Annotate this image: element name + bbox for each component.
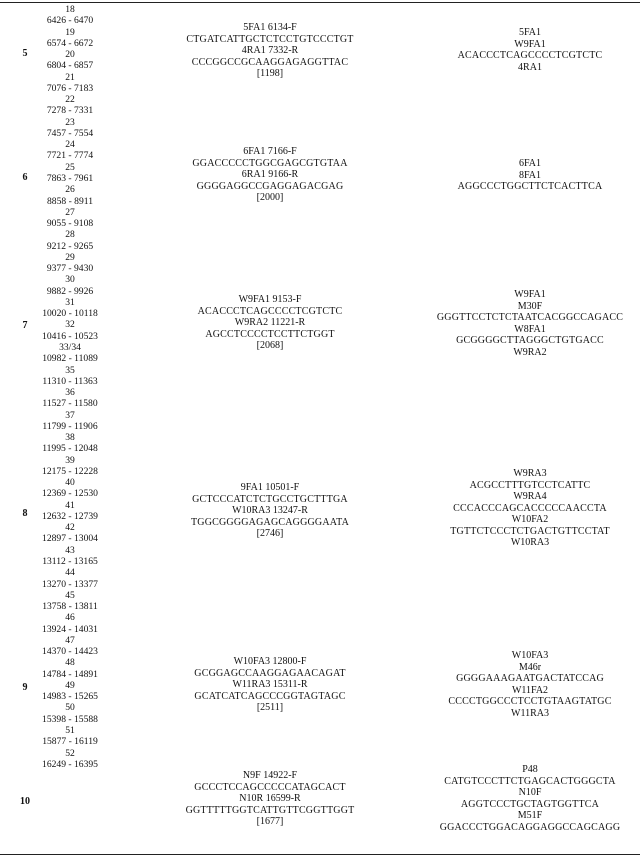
primer-name: 5FA1 (518, 27, 542, 38)
position-range: 12369 - 12530 (42, 488, 98, 500)
primer-sequence: GCCCTCCAGCCCCCATAGCACT (194, 781, 346, 793)
position-range: 12175 - 12228 (42, 465, 98, 477)
position-range: 7076 - 7183 (46, 82, 94, 94)
position-range: 11995 - 12048 (42, 443, 98, 455)
position-range: 13758 - 13811 (42, 601, 98, 613)
pcr-primer-block (150, 146, 390, 204)
position-range: 9377 - 9430 (46, 263, 94, 275)
fragment-number: 32 (65, 319, 75, 331)
primer-sequence: GGACCCCCTGGCGAGCGTGTAA (192, 157, 348, 169)
position-range: 14370 - 14423 (42, 646, 98, 658)
primer-name: 9FA1 10501-F (240, 482, 300, 493)
amplicon-size: [2068] (256, 340, 284, 351)
primer-name: W9FA1 (514, 38, 546, 50)
position-range: 16249 - 16395 (42, 758, 98, 770)
fragment-number: 52 (65, 747, 75, 759)
primer-sequence: ACACCCTCAGCCCCTCGTCTC (457, 50, 603, 61)
primer-sequence: CCCGGCCGCAAGGAGAGGTTAC (191, 56, 349, 68)
pcr-primer-block (150, 482, 390, 540)
primer-name: W9RA2 11221-R (234, 317, 306, 328)
primer-name: P48 (522, 764, 538, 775)
fragment-number: 41 (65, 499, 75, 511)
sequencing-primer-block (400, 468, 640, 549)
fragment-number: 27 (65, 206, 75, 218)
primer-sequence: AGGCCCTGGCTTCTCACTTCA (457, 181, 603, 192)
position-range: 6574 - 6672 (46, 37, 94, 49)
primer-sequence: GGGGAAAGAATGACTATCCAG (456, 673, 604, 684)
primer-sequence: GGGGAGGCCGAGGAGACGAG (196, 180, 344, 192)
position-range: 13112 - 13165 (42, 556, 98, 568)
primer-name: W10FA2 (511, 514, 549, 525)
primer-sequence: GGTTTTTGGTCATTGTTCGGTTGGT (185, 804, 355, 816)
primer-name: 8FA1 (518, 169, 542, 181)
position-range: 8858 - 8911 (46, 195, 93, 207)
fragment-number: 45 (65, 589, 75, 601)
position-range: 13924 - 14031 (42, 623, 98, 635)
amplicon-size: [1198] (256, 68, 284, 79)
fragment-number: 29 (65, 251, 75, 263)
fragment-number: 21 (65, 71, 75, 83)
primer-sequence: GGGTTCCTCTCTAATCACGGCCAGACC (436, 312, 624, 323)
sequencing-primer-block (400, 764, 640, 833)
primer-name: 5FA1 6134-F (243, 22, 297, 33)
sequencing-primer-block (400, 27, 640, 73)
pcr-primer-block (150, 294, 390, 352)
position-range: 11799 - 11906 (42, 420, 98, 432)
row-number: 8 (22, 508, 28, 519)
primer-sequence: GCTCCCATCTCTGCCTGCTTTGA (192, 493, 348, 505)
fragment-number: 51 (65, 725, 75, 736)
position-range: 6426 - 6470 (46, 15, 94, 27)
primer-name: W11RA3 15311-R (232, 679, 308, 690)
fragment-number: 24 (65, 139, 75, 151)
primer-name: W11FA2 (511, 684, 549, 696)
position-range: 14784 - 14891 (42, 668, 98, 680)
position-range: 11310 - 11363 (42, 375, 98, 387)
fragment-number: 26 (65, 184, 75, 196)
fragment-number: 35 (65, 364, 75, 376)
primer-name: 4RA1 7332-R (241, 45, 299, 56)
fragment-number: 50 (65, 702, 75, 714)
fragment-number: 47 (65, 634, 75, 646)
position-range: 15877 - 16119 (42, 736, 98, 748)
primer-sequence: ACGCCTTTGTCCTCATTC (469, 479, 591, 491)
row-number: 6 (22, 172, 28, 183)
primer-sequence: CATGTCCCTTCTGAGCACTGGGCTA (444, 775, 616, 787)
primer-name: W9RA4 (513, 491, 547, 502)
primer-name: W10FA3 (511, 650, 549, 661)
fragment-number: 40 (65, 477, 75, 489)
fragment-number: 25 (65, 161, 75, 173)
primer-name: M30F (517, 300, 543, 312)
position-range: 7457 - 7554 (46, 127, 94, 139)
pcr-primer-block (150, 22, 390, 80)
primer-name: 4RA1 (518, 61, 542, 73)
position-range: 9882 - 9926 (46, 285, 94, 297)
primer-sequence: GCGGGGCTTAGGGCTGTGACC (456, 335, 604, 346)
position-range: 12632 - 12739 (42, 510, 98, 522)
fragment-number: 31 (65, 296, 75, 308)
primer-name: N10R 16599-R (239, 793, 301, 804)
primer-name: M51F (517, 810, 543, 821)
amplicon-size: [2000] (256, 192, 284, 203)
sequencing-primer-block (400, 289, 640, 358)
fragment-number: 42 (65, 522, 75, 534)
primer-name: 6FA1 7166-F (243, 146, 297, 157)
position-range: 7278 - 7331 (46, 105, 94, 117)
position-range: 10020 - 10118 (42, 308, 98, 320)
positions-column (20, 4, 120, 770)
amplicon-size: [2746] (256, 528, 284, 539)
primer-sequence: TGGCGGGGAGAGCAGGGGAATA (190, 516, 350, 528)
position-range: 10982 - 11089 (42, 353, 98, 365)
primer-name: W10FA3 12800-F (233, 656, 307, 667)
fragment-number: 36 (65, 387, 75, 399)
position-range: 13270 - 13377 (42, 578, 98, 590)
primer-sequence: GGACCCTGGACAGGAGGCCAGCAGG (439, 821, 621, 833)
fragment-number: 44 (65, 567, 75, 579)
primer-name: N10F (518, 787, 542, 798)
position-range: 6804 - 6857 (46, 60, 94, 72)
fragment-number: 37 (65, 409, 75, 421)
position-range: 10416 - 10523 (42, 330, 98, 342)
position-range: 7721 - 7774 (46, 150, 94, 162)
table-bottom-rule (0, 854, 640, 855)
fragment-number: 38 (65, 432, 75, 444)
primer-sequence: CCCACCCAGCACCCCCAACCTA (453, 502, 607, 514)
primer-name: M46r (518, 661, 542, 673)
primer-sequence: AGCCTCCCCTCCTTCTGGT (205, 328, 335, 340)
row-number: 7 (22, 320, 28, 331)
position-range: 12897 - 13004 (42, 533, 98, 545)
fragment-number: 30 (65, 274, 75, 286)
primer-name: W9RA2 (513, 346, 547, 358)
position-range: 14983 - 15265 (42, 691, 98, 703)
position-range: 7863 - 7961 (46, 172, 94, 184)
pcr-primer-block (150, 770, 390, 828)
row-number: 10 (20, 796, 30, 807)
primer-sequence: ACACCCTCAGCCCCTCGTCTC (197, 305, 343, 317)
position-range: 9055 - 9108 (46, 218, 94, 230)
amplicon-size: [1677] (256, 816, 284, 827)
primer-name: W9RA3 (513, 468, 547, 479)
fragment-number: 28 (65, 229, 75, 241)
fragment-number: 49 (65, 679, 75, 691)
amplicon-size: [2511] (256, 702, 284, 713)
fragment-number: 48 (65, 657, 75, 669)
fragment-number: 22 (65, 94, 75, 106)
primer-name: W11RA3 (511, 707, 549, 719)
primer-name: W9FA1 9153-F (238, 294, 302, 305)
primer-sequence: CCCCTGGCCCTCCTGTAAGTATGC (448, 696, 612, 707)
pcr-primer-block (150, 656, 390, 714)
primer-name: N9F 14922-F (242, 770, 298, 781)
fragment-number: 46 (65, 612, 75, 624)
fragment-number: 33/34 (59, 341, 81, 353)
primer-sequence: GCGGAGCCAAGGAGAACAGAT (194, 667, 346, 679)
sequencing-primer-block (400, 650, 640, 719)
primer-name: W9FA1 (514, 289, 546, 300)
table-top-rule (0, 2, 640, 3)
fragment-number: 18 (65, 4, 75, 15)
primer-name: W10RA3 (510, 537, 550, 548)
primer-sequence: TGTTCTCCCTCTGACTGTTCCTAT (450, 525, 610, 537)
primer-name: 6FA1 (518, 158, 542, 169)
position-range: 9212 - 9265 (46, 240, 94, 252)
fragment-number: 20 (65, 49, 75, 61)
row-number: 9 (22, 682, 28, 693)
row-number: 5 (22, 48, 28, 59)
fragment-number: 39 (65, 454, 75, 466)
primer-sequence: AGGTCCCTGCTAGTGGTTCA (460, 798, 600, 810)
primer-name: 6RA1 9166-R (241, 169, 299, 180)
fragment-number: 43 (65, 544, 75, 556)
primer-sequence: GCATCATCAGCCCGGTAGTAGC (194, 690, 346, 702)
primer-name: W10RA3 13247-R (232, 505, 308, 516)
fragment-number: 23 (65, 116, 75, 128)
primer-name: W8FA1 (514, 323, 546, 335)
fragment-number: 19 (65, 26, 75, 38)
sequencing-primer-block (400, 158, 640, 193)
primer-sequence: CTGATCATTGCTCTCCTGTCCCTGT (186, 33, 354, 45)
position-range: 15398 - 15588 (42, 713, 98, 725)
position-range: 11527 - 11580 (42, 398, 98, 410)
